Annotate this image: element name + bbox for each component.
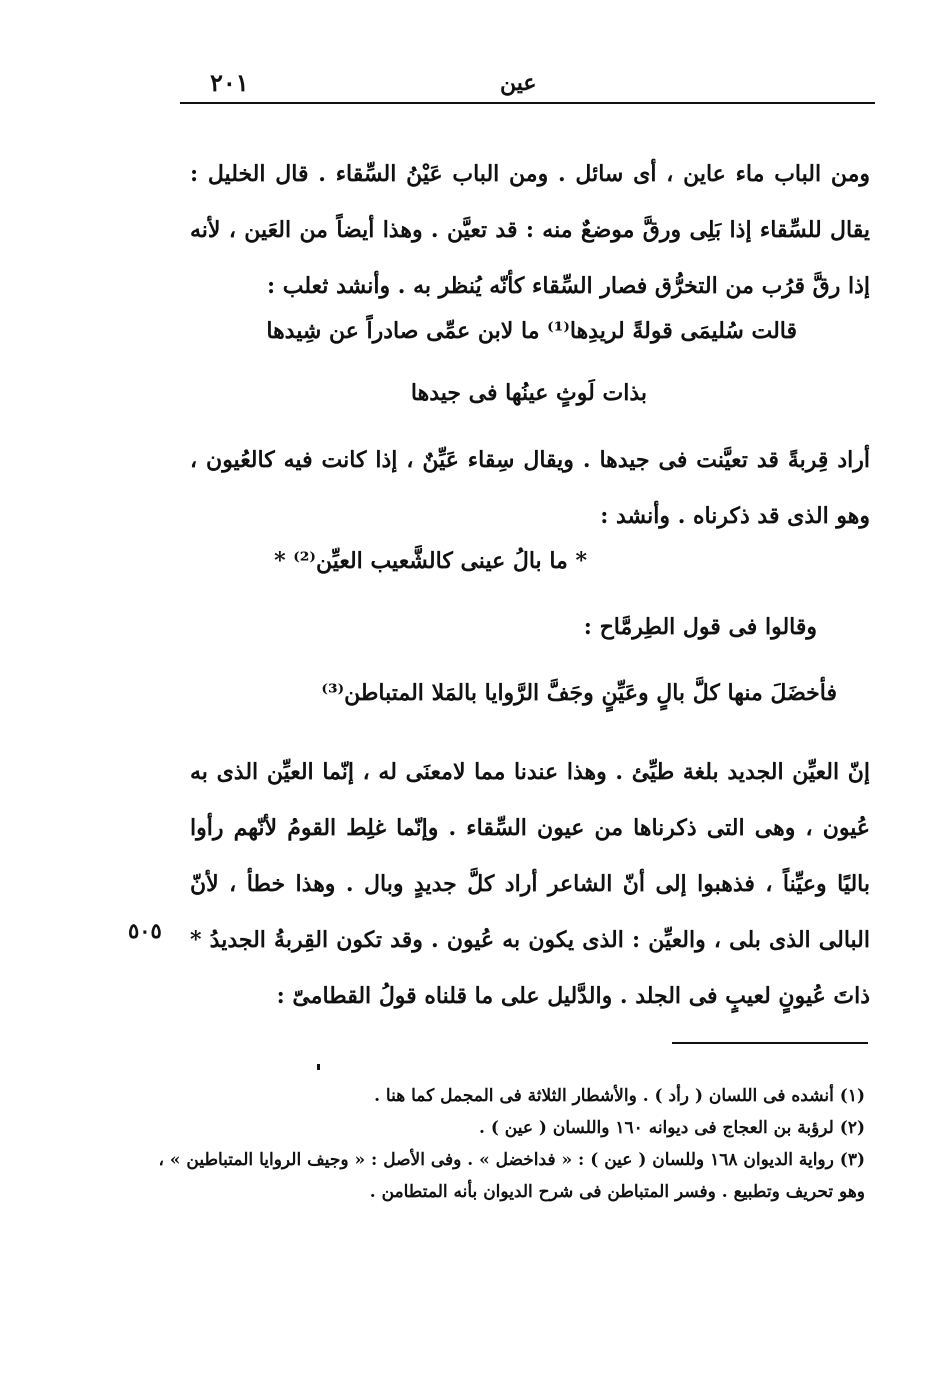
paragraph-1: ومن الباب ماء عاين ، أى سائل . ومن الباب عَيْنُ السِّقاء . قال الخليل : يقال للسِّقاء إذا بَلِى ورقَّ موضعٌ منه : قد تعيَّن . وهذا أيضاً من العَين ، لأنه إذا رقَّ قرُب من التخرُّق فصار السِّقاء كأنّه يُنظر به . وأنشد ثعلب : xyxy=(190,161,870,299)
footnote-3: (٣) رواية الديوان ١٦٨ وللسان ( عين ) : « فداخضل » . وفى الأصل : « وجيف الروايا المتباطين » ، وهو تحريف وتطبيع . وفسر المتباطن فى شرح الديوان بأنه المتطامن . xyxy=(158,1150,865,1202)
header-rule xyxy=(180,102,875,104)
page-number: ٢٠١ xyxy=(210,68,249,97)
margin-note: ٥٠٥ xyxy=(128,918,162,943)
verse-3-intro: وقالوا فى قول الطِرمَّاح : xyxy=(583,614,817,640)
page-header xyxy=(180,62,870,102)
footnote-mark xyxy=(317,1064,320,1070)
footnote-rule xyxy=(672,1042,868,1044)
verse-2: * ما بالُ عينى كالشَّعيب العيِّن⁽²⁾ * xyxy=(274,548,587,574)
running-title: عين xyxy=(500,70,537,96)
paragraph-2: أراد قِربةً قد تعيَّنت فى جيدها . ويقال سِقاء عَيِّنٌ ، إذا كانت فيه كالعُيون ، وهو الذى قد ذكرناه . وأنشد : xyxy=(190,447,870,529)
footnote-1: (١) أنشده فى اللسان ( رأد ) . والأشطار الثلاثة فى المجمل كما هنا . xyxy=(374,1086,865,1106)
footnote-2: (٢) لرؤبة بن العجاج فى ديوانه ١٦٠ واللسان ( عين ) . xyxy=(478,1118,865,1138)
verse-1-line-2: بذات لَوثٍ عينُها فى جيدها xyxy=(410,380,647,406)
verse-3: فأخضَلَ منها كلَّ بالٍ وعَيِّنٍ وجَفَّ الرَّوايا بالمَلا المتباطن⁽³⁾ xyxy=(321,680,837,706)
footnotes xyxy=(150,1080,865,1208)
verse-1-line-1: قالت سُليمَى قولةً لريدِها⁽¹⁾ ما لابن عمِّى صادراً عن شِيدها xyxy=(266,318,797,344)
paragraph-3: إنّ العيِّن الجديد بلغة طيِّئ . وهذا عندنا مما لامعنَى له ، إنّما العيِّن الذى به عُيون ، وهى التى ذكرناها من عيون السِّقاء . وإنّما غلِط القومُ لأنّهم رأوا باليًا وعيِّناً ، فذهبوا إلى أنّ الشاعر أراد كلَّ جديدٍ وبال . وهذا خطأ ، لأنّ البالى الذى بلى ، والعيِّن : الذى يكون به عُيون . وقد تكون القِربةُ الجديدُ * ذاتَ عُيونٍ لعيبٍ فى الجلد . والدَّليل على ما قلناه قولُ القطامىّ : xyxy=(190,759,870,1009)
